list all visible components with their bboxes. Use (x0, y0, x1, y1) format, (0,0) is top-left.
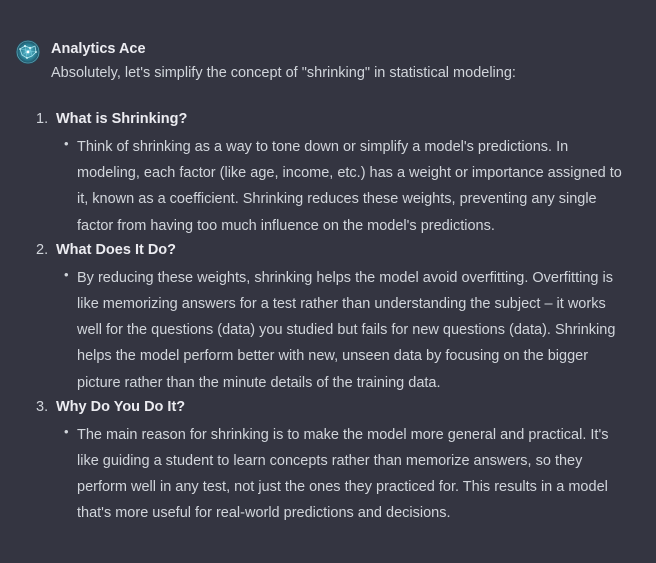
bullet-text: Think of shrinking as a way to tone down or simplify a model's predictions. In modeling, each factor (like age, income, etc.) has a weight or importance assigned to it, known as a coefficient. Shrinking reduces these weights, preventing any single factor from having too much influence on the model's predictions. (77, 139, 622, 234)
list-item (16, 396, 640, 527)
author-name: Analytics Ace (51, 41, 146, 57)
list-item (16, 239, 640, 396)
list-number: 3. (36, 398, 49, 415)
bullet-text: By reducing these weights, shrinking helps the model avoid overfitting. Overfitting is like memorizing answers for a test rather than understanding the subject – it works well for the questions (data) you studied but fails for new questions (data). Shrinking helps the model perform better with new, unseen data by focusing on the bigger picture rather than the minute details of the training data. (77, 269, 616, 391)
analytics-ace-avatar-icon (16, 40, 40, 64)
bullet-icon: • (64, 423, 69, 439)
bullet-item (56, 134, 632, 239)
message-intro: Absolutely, let's simplify the concept of "shrinking" in statistical modeling: (51, 65, 516, 81)
bullet-item (56, 422, 632, 527)
bullet-icon: • (64, 136, 69, 151)
network-globe-icon (16, 40, 40, 64)
numbered-list (16, 108, 640, 527)
point-title: What is Shrinking? (56, 111, 188, 127)
bullet-text: The main reason for shrinking is to make the model more general and practical. It's like guiding a student to learn concepts rather than memorize answers, so they perform well in any test, not just the ones they practiced for. This results in a model that's more useful for real-world predictions and decisions. (77, 426, 609, 522)
point-title: Why Do You Do It? (56, 398, 186, 415)
bullet-list (56, 422, 640, 527)
point-title: What Does It Do? (56, 241, 177, 258)
bullet-icon: • (64, 266, 69, 282)
bullet-item (56, 265, 632, 396)
bullet-list (56, 265, 640, 396)
bullet-list (56, 134, 640, 239)
list-number: 1. (36, 111, 49, 127)
list-item (16, 108, 640, 239)
list-number: 2. (36, 241, 49, 258)
